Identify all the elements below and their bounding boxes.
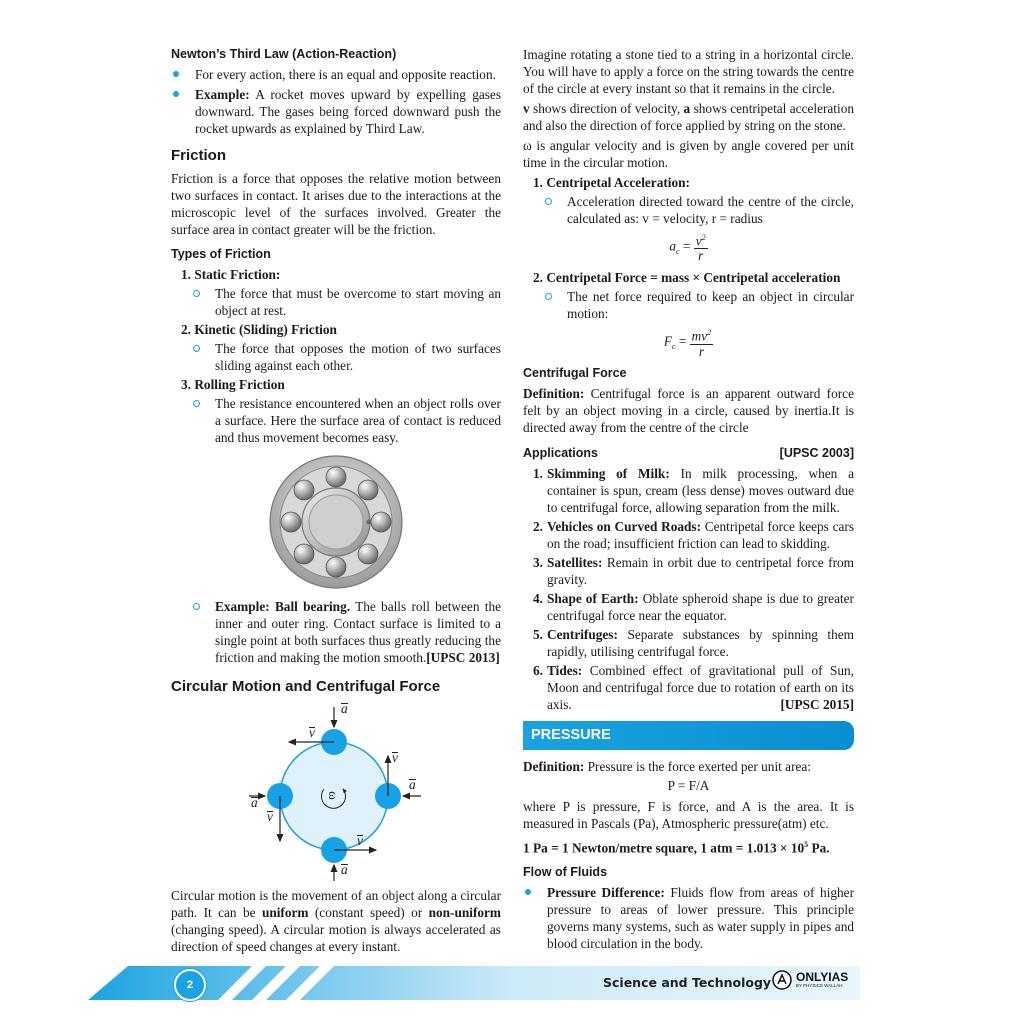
centrifugal-heading: Centrifugal Force [523, 365, 627, 380]
velocity-label-left: v [267, 809, 273, 824]
upsc-2015-ref: [UPSC 2015] [780, 696, 854, 712]
centripetal-accel-title: 1. Centripetal Acceleration: [533, 175, 690, 190]
circular-motion-text: Circular motion is the movement of an object along a circular path. It can be uniform (constant speed) or non-uniform (changing speed). A circular motion is always accelerated as direction of speed changes at every instant. [171, 888, 501, 954]
right-column [523, 46, 854, 955]
brand-subtitle: BY PHYSICS WALLAH [796, 983, 843, 988]
types-heading: Types of Friction [171, 247, 271, 261]
newton-example-label: Example: [195, 87, 250, 102]
friction-type-desc: The resistance encountered when an object rolls over a surface. Here the surface area of contact is reduced and thus movement becomes easy. [171, 395, 501, 446]
friction-type-title: 2. Kinetic (Sliding) Friction [181, 322, 337, 337]
friction-text: Friction is a force that opposes the relative motion between two surfaces in contact. It arises due to the interactions at the microscopic level of the surfaces involved. Greater the surface area in contact greater will be the friction. [171, 171, 501, 237]
pressure-where: where P is pressure, F is force, and A is the area. It is measured in Pascals (Pa), Atmospheric pressure(atm) etc. [523, 798, 854, 831]
ball-bearing-label: Example: Ball bearing. [215, 599, 351, 614]
brand-logo [772, 970, 848, 990]
centripetal-force-desc: The net force required to keep an object in circular motion: [523, 288, 854, 322]
left-column [171, 46, 501, 955]
friction-type-desc: The force that must be overcome to start moving an object at rest. [171, 285, 501, 319]
friction-type-title: 1. Static Friction: [181, 267, 281, 282]
friction-type-title: 3. Rolling Friction [181, 377, 285, 392]
ball-bearing-text: Example: Ball bearing. The balls roll between the inner and outer ring. Contact surface is limited to a single point at both surfaces thus greatly reducing the friction and making the motion smooth.[UPSC 2013] [171, 598, 501, 666]
centripetal-force-title: 2. Centripetal Force = mass × Centripetal acceleration [533, 270, 841, 286]
brand-emblem-icon [772, 970, 792, 990]
circular-motion-heading: Circular Motion and Centrifugal Force [171, 678, 441, 695]
application-item: 3. Satellites: Remain in orbit due to centripetal force from gravity. [533, 554, 854, 587]
application-item: 6. Tides: Combined effect of gravitational pull of Sun, Moon and centrifugal force due to rotation of earth on its axis. [533, 662, 855, 712]
footer-subject: Science and Technology [603, 975, 772, 990]
omega-label: ω [325, 791, 341, 800]
omega-text: ω is angular velocity and is given by angle covered per unit time in the circular motion. [523, 138, 854, 170]
pressure-definition: Definition: Pressure is the force exerted per unit area: [523, 758, 811, 774]
centripetal-accel-desc: Acceleration directed toward the centre of the circle, calculated as: v = velocity, r = radius [523, 193, 854, 227]
application-item: 5. Centrifuges: Separate substances by spinning them rapidly, utilising centrifugal force. [533, 626, 854, 659]
newton-bullet-2 [171, 86, 501, 137]
accel-label-right: a [409, 777, 416, 792]
application-item: 4. Shape of Earth: Oblate spheroid shape is due to greater centrifugal force near the equator. [533, 590, 854, 623]
velocity-label-bottom: v [357, 833, 363, 848]
velocity-accel-text: v shows direction of velocity, a shows centripetal acceleration and also the direction of force applied by string on the stone. [523, 101, 854, 133]
centripetal-accel-formula: $a_c$ = $\frac{v^2}{r}$ [669, 233, 706, 264]
centripetal-force-formula: $F_c$ = $\frac{mv^2}{r}$ [663, 328, 712, 359]
upsc-2013-ref: [UPSC 2013] [426, 650, 500, 665]
pressure-units: 1 Pa = 1 Newton/metre square, 1 atm = $1.013 \times 10^5$ Pa. [523, 839, 830, 856]
ball-bearing-icon [266, 452, 406, 592]
application-item: 2. Vehicles on Curved Roads: Centripetal force keeps cars on the road; insufficient friction can lead to skidding. [533, 518, 854, 551]
brand-name: ONLYIAS [796, 970, 849, 984]
accel-label-top: a [341, 701, 348, 716]
centrifugal-definition: Definition: Centrifugal force is an apparent outward force felt by an object moving in a circle, caused by inertia.It is directed away from the centre of the circle [523, 385, 854, 435]
footer-band [0, 958, 1024, 1003]
velocity-label-right: v [392, 750, 398, 765]
application-item: 1. Skimming of Milk: In milk processing, when a container is spun, cream (less dense) moves outward due to centrifugal force, allowing separation from the milk. [533, 465, 854, 515]
newton-heading: Newton’s Third Law (Action-Reaction) [171, 47, 397, 61]
page-number: 2 [174, 969, 206, 1001]
newton-example-text: A rocket moves upward by expelling gases downward. The gases being forced downward push the rocket upwards as explained by Third Law. [195, 87, 501, 136]
accel-label-bottom: a [341, 862, 348, 877]
pressure-heading: PRESSURE [523, 721, 854, 750]
flow-heading: Flow of Fluids [523, 865, 608, 880]
intro-text: Imagine rotating a stone tied to a string in a horizontal circle. You will have to apply a force on the string towards the centre of the circle at every instant so that it remains in the circle. [523, 47, 854, 96]
applications-heading: Applications [UPSC 2003] [523, 445, 854, 460]
circular-motion-diagram [171, 701, 501, 881]
upsc-2003-ref: [UPSC 2003] [779, 445, 854, 460]
pressure-formula: P = F/A [667, 777, 710, 793]
newton-bullet-1: For every action, there is an equal and opposite reaction. [171, 66, 501, 83]
pressure-difference: Pressure Difference: Fluids flow from areas of higher pressure to areas of lower pressure. This principle governs many systems, such as water supply in pipes and blood circulation in the body. [523, 884, 854, 952]
friction-heading: Friction [171, 147, 226, 164]
friction-type-desc: The force that opposes the motion of two surfaces sliding against each other. [171, 340, 501, 374]
accel-label-left: a [251, 795, 258, 810]
ball-bearing-figure [171, 452, 501, 592]
velocity-label-top: v [309, 725, 315, 740]
